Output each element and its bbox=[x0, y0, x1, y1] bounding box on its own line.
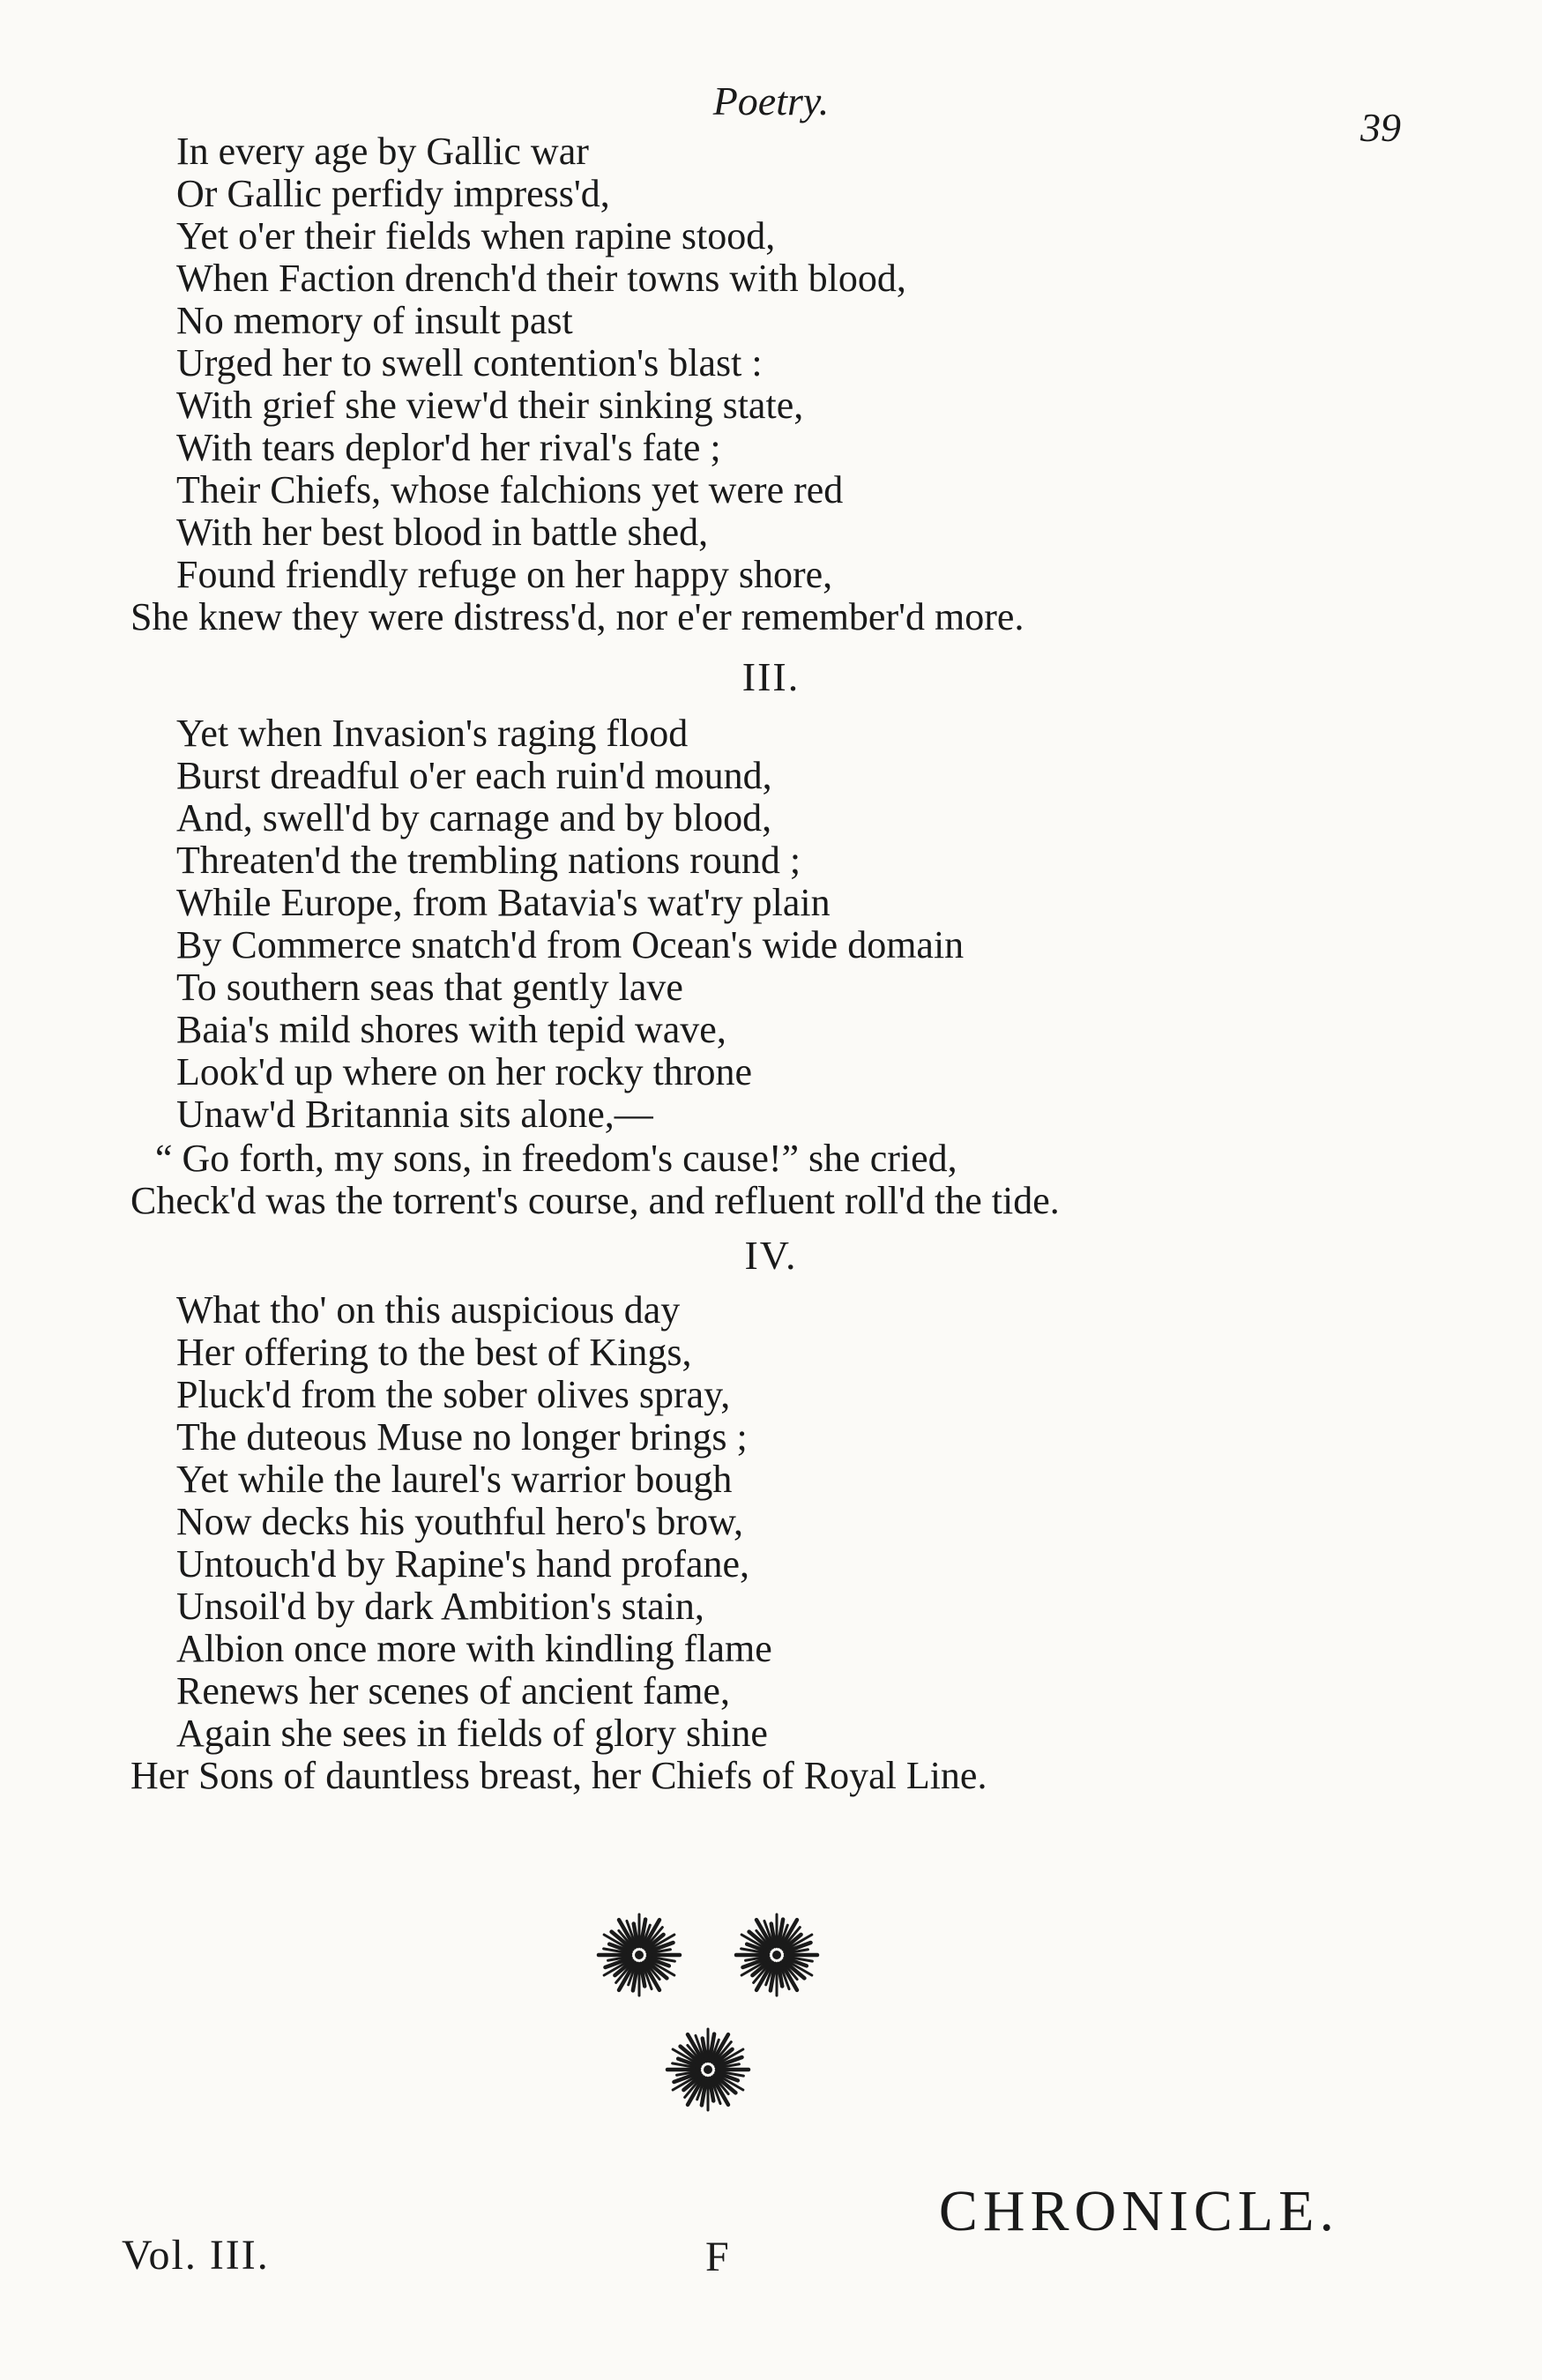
verse-line: While Europe, from Batavia's wat'ry plain bbox=[176, 881, 831, 924]
verse-line: Unsoil'd by dark Ambition's stain, bbox=[176, 1585, 704, 1628]
signature-mark: F bbox=[705, 2234, 729, 2280]
verse-line: Their Chiefs, whose falchions yet were red bbox=[176, 468, 844, 511]
verse-line: Again she sees in fields of glory shine bbox=[176, 1712, 768, 1755]
verse-line: Found friendly refuge on her happy shore, bbox=[176, 553, 833, 596]
verse-line: And, swell'd by carnage and by blood, bbox=[176, 796, 772, 839]
verse-line: Look'd up where on her rocky throne bbox=[176, 1050, 753, 1093]
rosette-ornament-icon bbox=[659, 2021, 756, 2118]
verse-line: Threaten'd the trembling nations round ; bbox=[176, 839, 801, 882]
verse-line-closing: Check'd was the torrent's course, and refluent roll'd the tide. bbox=[130, 1179, 1060, 1222]
verse-line-closing: Her Sons of dauntless breast, her Chiefs of Royal Line. bbox=[130, 1754, 987, 1797]
verse-line: Yet o'er their fields when rapine stood, bbox=[176, 214, 776, 257]
verse-line: “ Go forth, my sons, in freedom's cause!” she cried, bbox=[155, 1137, 957, 1180]
verse-line: To southern seas that gently lave bbox=[176, 966, 683, 1009]
verse-line: With grief she view'd their sinking state, bbox=[176, 384, 804, 427]
verse-line: No memory of insult past bbox=[176, 299, 573, 342]
volume-label: Vol. III. bbox=[122, 2232, 270, 2279]
verse-line: Untouch'd by Rapine's hand profane, bbox=[176, 1542, 750, 1585]
verse-line: When Faction drench'd their towns with blood, bbox=[176, 257, 906, 300]
catchword: CHRONICLE. bbox=[938, 2179, 1339, 2243]
verse-line: Renews her scenes of ancient fame, bbox=[176, 1669, 730, 1712]
verse-line: Albion once more with kindling flame bbox=[176, 1627, 772, 1670]
verse-line: Pluck'd from the sober olives spray, bbox=[176, 1373, 731, 1416]
verse-line: Urged her to swell contention's blast : bbox=[176, 341, 763, 384]
verse-line: Baia's mild shores with tepid wave, bbox=[176, 1008, 726, 1051]
verse-line: Yet while the laurel's warrior bough bbox=[176, 1458, 733, 1501]
verse-line: The duteous Muse no longer brings ; bbox=[176, 1415, 748, 1459]
stanza-numeral-iii: III. bbox=[741, 654, 801, 699]
verse-line-closing: She knew they were distress'd, nor e'er remember'd more. bbox=[130, 595, 1024, 638]
verse-line: Burst dreadful o'er each ruin'd mound, bbox=[176, 754, 772, 797]
stanza-numeral-iv: IV. bbox=[744, 1233, 798, 1278]
verse-line: With tears deplor'd her rival's fate ; bbox=[176, 426, 721, 469]
running-head: Poetry. bbox=[712, 78, 830, 123]
verse-line: With her best blood in battle shed, bbox=[176, 511, 709, 554]
verse-line: Unaw'd Britannia sits alone,— bbox=[176, 1093, 653, 1136]
verse-line: Or Gallic perfidy impress'd, bbox=[176, 172, 610, 215]
verse-line: Her offering to the best of Kings, bbox=[176, 1331, 692, 1374]
verse-line: Now decks his youthful hero's brow, bbox=[176, 1500, 743, 1543]
verse-line: By Commerce snatch'd from Ocean's wide domain bbox=[176, 923, 965, 966]
verse-line: In every age by Gallic war bbox=[176, 130, 589, 173]
page-number: 39 bbox=[1360, 105, 1401, 150]
rosette-ornament-icon bbox=[591, 1906, 688, 2003]
rosette-ornament-icon bbox=[728, 1906, 825, 2003]
verse-line: Yet when Invasion's raging flood bbox=[176, 712, 689, 755]
verse-line: What tho' on this auspicious day bbox=[176, 1288, 681, 1332]
